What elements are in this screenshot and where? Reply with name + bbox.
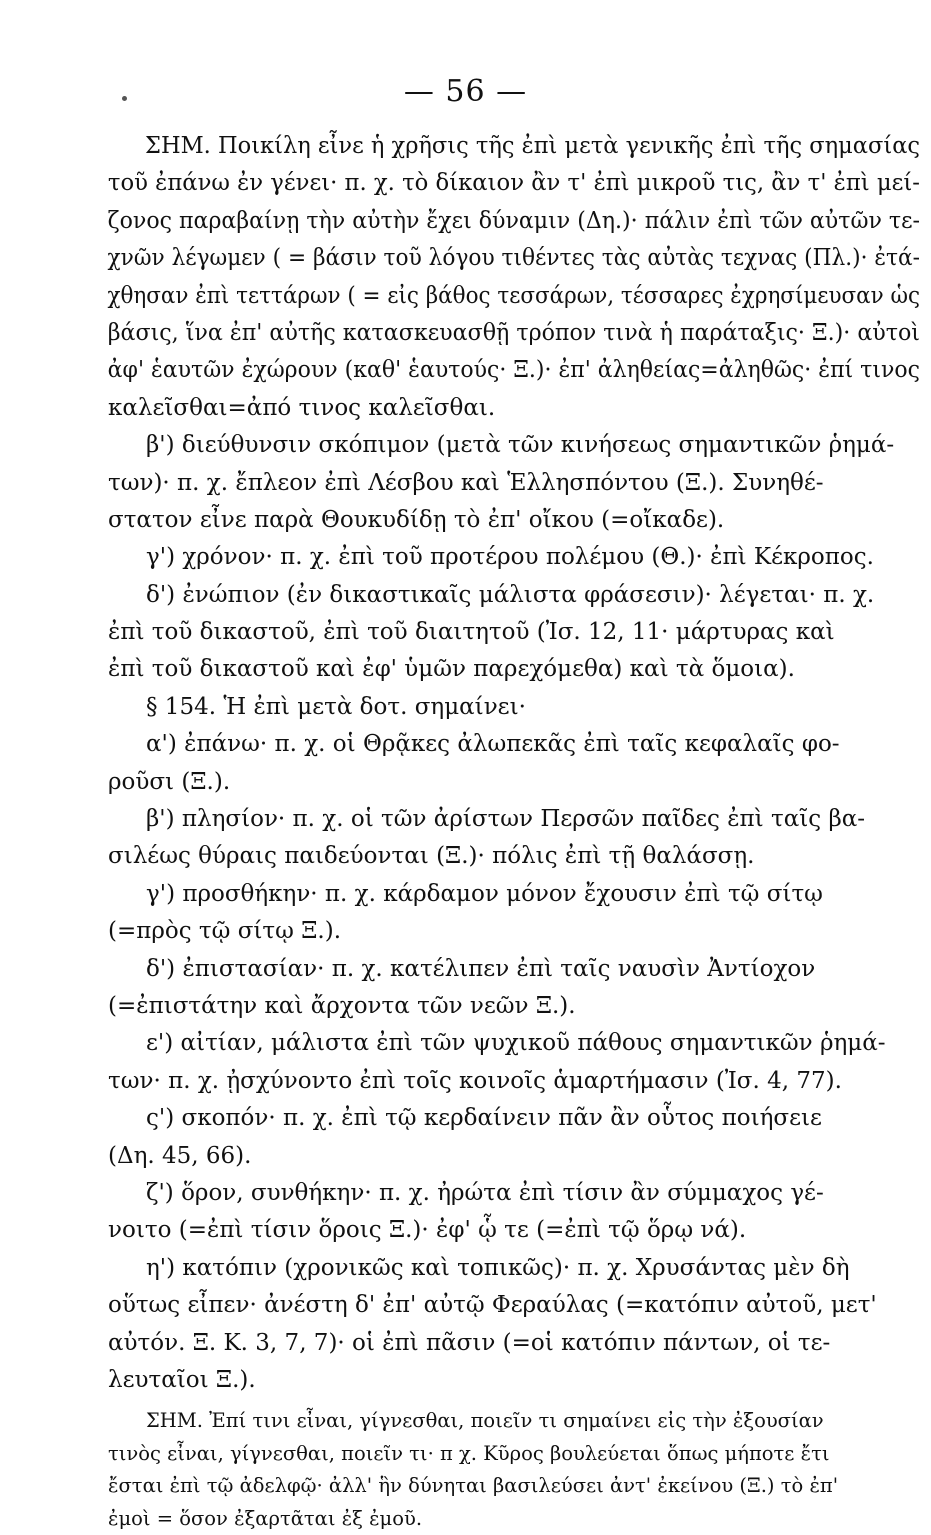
text-line: βάσις, ἵνα ἐπ' αὐτῆς κατασκευασθῇ τρόπον τινὰ ἡ παράταξις· Ξ.)· αὐτοὶ <box>107 319 920 346</box>
text-line: των)· π. χ. ἔπλεον ἐπὶ Λέσβου καὶ Ἑλλησπόντου (Ξ.). Συνηθέ- <box>108 469 824 496</box>
text-line: (=ἐπιστάτην καὶ ἄρχοντα τῶν νεῶν Ξ.). <box>108 992 576 1019</box>
text-line: γ') χρόνον· π. χ. ἐπὶ τοῦ προτέρου πολέμου (Θ.)· ἐπὶ Κέκροπος. <box>146 544 874 571</box>
text-line: ἐπὶ τοῦ δικαστοῦ, ἐπὶ τοῦ διαιτητοῦ (Ἰσ. 12, 11· μάρτυρας καὶ <box>108 619 835 646</box>
text-line: (Δη. 45, 66). <box>108 1142 252 1169</box>
text-line: χθησαν ἐπὶ τεττάρων ( = εἰς βάθος τεσσάρων, τέσσαρες ἐχρησίμευσαν ὡς <box>107 282 921 309</box>
text-line: δ') ἐπιστασίαν· π. χ. κατέλιπεν ἐπὶ ταῖς ναυσὶν Ἀντίοχον <box>146 955 816 982</box>
text-line: η') κατόπιν (χρονικῶς καὶ τοπικῶς)· π. χ. Χρυσάντας μὲν δὴ <box>146 1254 850 1281</box>
text-line: ζ') ὅρον, συνθήκην· π. χ. ἠρώτα ἐπὶ τίσιν ἂν σύμμαχος γέ- <box>146 1179 824 1206</box>
note-line: ἐμοὶ = ὅσον ἐξαρτᾶται ἐξ ἐμοῦ. <box>108 1506 423 1530</box>
text-line: των· π. χ. ᾐσχύνοντο ἐπὶ τοῖς κοινοῖς ἁμαρτήμασιν (Ἰσ. 4, 77). <box>108 1067 842 1094</box>
page-number: — 56 — <box>403 74 528 109</box>
text-line: καλεῖσθαι=ἀπό τινος καλεῖσθαι. <box>108 394 496 421</box>
text-line: α') ἐπάνω· π. χ. οἱ Θρᾷκες ἀλωπεκᾶς ἐπὶ ταῖς κεφαλαῖς φο- <box>146 731 840 758</box>
text-line: ζονος παραβαίνῃ τὴν αὐτὴν ἔχει δύναμιν (Δη.)· πάλιν ἐπὶ τῶν αὐτῶν τε- <box>107 207 920 234</box>
text-line: ἐπὶ τοῦ δικαστοῦ καὶ ἐφ' ὑμῶν παρεχόμεθα) καὶ τὰ ὅμοια). <box>108 656 795 683</box>
text-line: ε') αἰτίαν, μάλιστα ἐπὶ τῶν ψυχικοῦ πάθους σημαντικῶν ῥημά- <box>146 1030 886 1057</box>
text-line: σιλέως θύραις παιδεύονται (Ξ.)· πόλις ἐπὶ τῇ θαλάσσῃ. <box>108 843 755 870</box>
text-line: λευταῖοι Ξ.). <box>108 1366 256 1393</box>
note-line: ΣΗΜ. Ἐπί τινι εἶναι, γίγνεσθαι, ποιεῖν τι σημαίνει εἰς τὴν ἐξουσίαν <box>146 1409 824 1433</box>
text-line: γ') προσθήκην· π. χ. κάρδαμον μόνον ἔχουσιν ἐπὶ τῷ σίτῳ <box>146 880 823 907</box>
text-line: νοιτο (=ἐπὶ τίσιν ὅροις Ξ.)· ἐφ' ᾧ τε (=ἐπὶ τῷ ὅρῳ νά). <box>108 1217 747 1244</box>
text-line: δ') ἐνώπιον (ἐν δικαστικαῖς μάλιστα φράσεσιν)· λέγεται· π. χ. <box>146 581 875 608</box>
text-line: ς') σκοπόν· π. χ. ἐπὶ τῷ κερδαίνειν πᾶν ἂν οὗτος ποιήσειε <box>146 1105 822 1132</box>
body-text <box>100 128 930 1535</box>
text-line: οὕτως εἶπεν· ἀνέστη δ' ἐπ' αὐτῷ Φεραύλας (=κατόπιν αὐτοῦ, μετ' <box>108 1292 877 1319</box>
text-line: ΣΗΜ. Ποικίλη εἶνε ἡ χρῆσις τῆς ἐπὶ μετὰ γενικῆς ἐπὶ τῆς σημασίας <box>145 133 921 159</box>
note-line: τινὸς εἶναι, γίγνεσθαι, ποιεῖν τι· π χ. Κῦρος βουλεύεται ὅπως μήποτε ἔτι <box>108 1441 830 1465</box>
text-line: β') διεύθυνσιν σκόπιμον (μετὰ τῶν κινήσεως σημαντικῶν ῥημά- <box>146 432 895 459</box>
text-line: β') πλησίον· π. χ. οἱ τῶν ἀρίστων Περσῶν παῖδες ἐπὶ ταῖς βα- <box>146 806 866 833</box>
text-line: (=πρὸς τῷ σίτῳ Ξ.). <box>108 918 341 945</box>
text-line: τοῦ ἐπάνω ἐν γένει· π. χ. τὸ δίκαιον ἂν τ' ἐπὶ μικροῦ τις, ἂν τ' ἐπὶ μεί- <box>107 170 920 197</box>
text-line: στατον εἶνε παρὰ Θουκυδίδῃ τὸ ἐπ' οἴκου (=οἴκαδε). <box>108 506 725 533</box>
text-line: αὐτόν. Ξ. Κ. 3, 7, 7)· οἱ ἐπὶ πᾶσιν (=οἱ κατόπιν πάντων, οἱ τε- <box>108 1329 831 1356</box>
section-heading: § 154. Ἡ ἐπὶ μετὰ δοτ. σημαίνει· <box>146 693 526 720</box>
text-line: χνῶν λέγωμεν ( = βάσιν τοῦ λόγου τιθέντες τὰς αὐτὰς τεχνας (Πλ.)· ἐτά- <box>107 245 920 272</box>
note-line: ἔσται ἐπὶ τῷ ἀδελφῷ· ἀλλ' ἣν δύνηται βασιλεύσει ἀντ' ἐκείνου (Ξ.) τὸ ἐπ' <box>108 1474 839 1498</box>
text-line: ἀφ' ἑαυτῶν ἐχώρουν (καθ' ἑαυτούς· Ξ.)· ἐπ' ἀληθείας=ἀληθῶς· ἐπί τινος <box>107 357 920 384</box>
text-line: ροῦσι (Ξ.). <box>108 768 231 795</box>
